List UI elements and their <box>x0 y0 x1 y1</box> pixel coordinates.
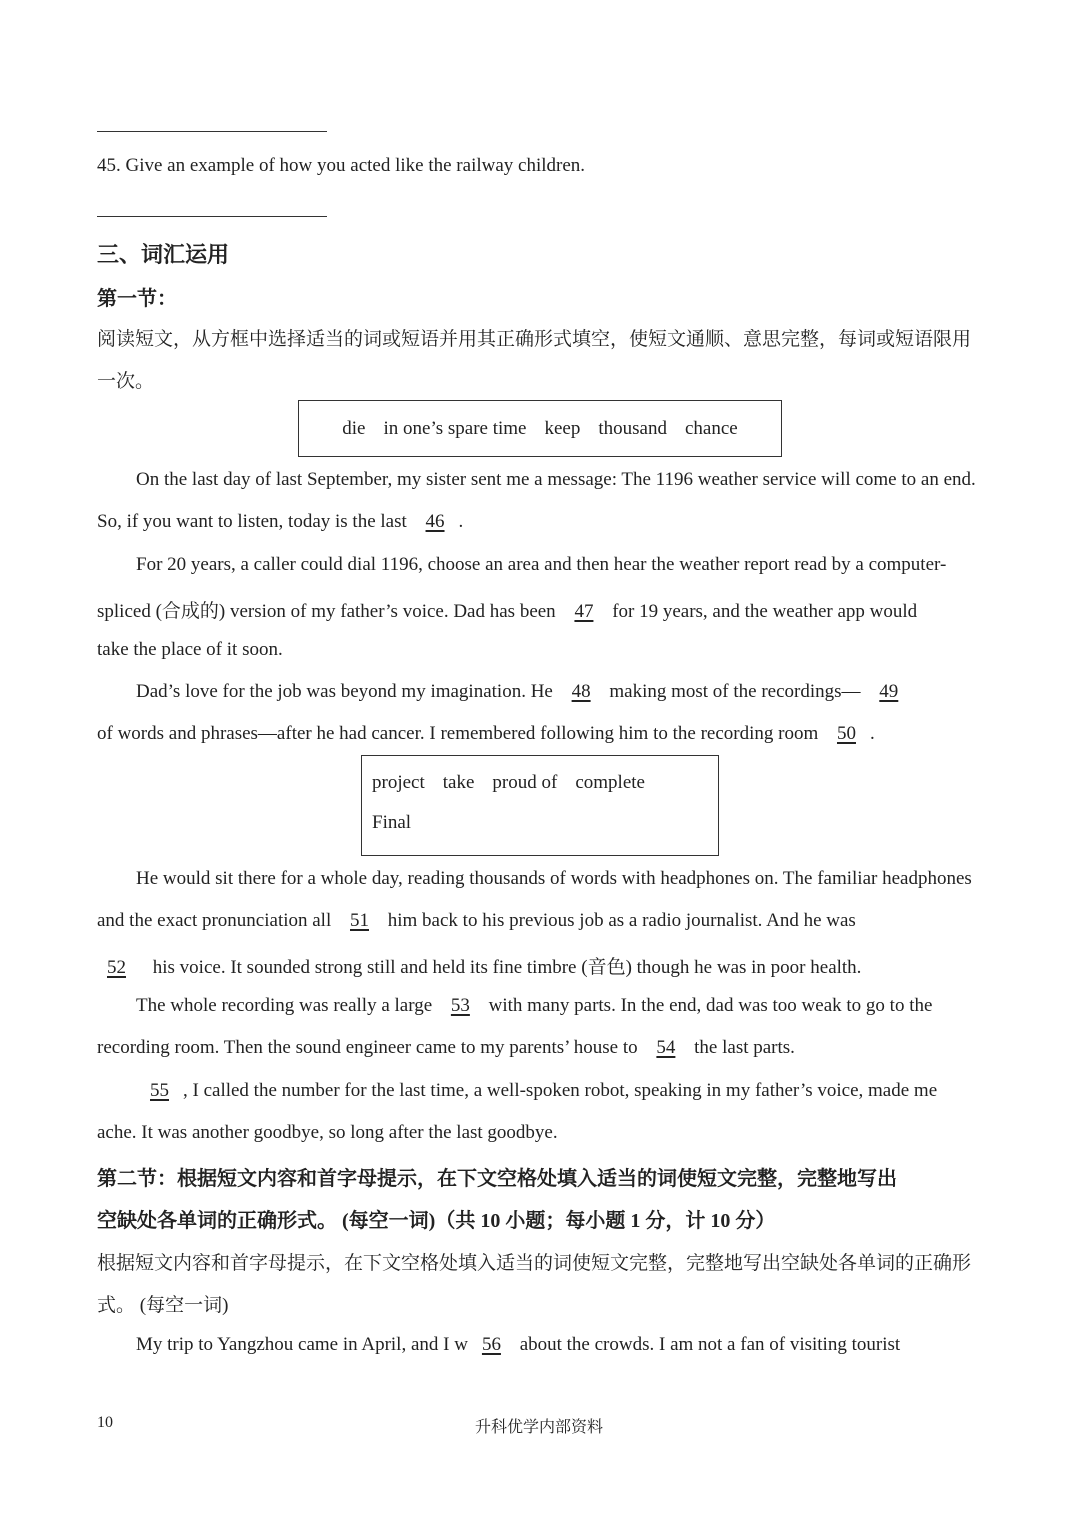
blank-47[interactable]: 47 <box>574 601 594 622</box>
paragraph-3-line-2 <box>97 723 875 745</box>
paragraph-2-line-1: For 20 years, a caller could dial 1196, choose an area and then hear the weather report read by a computer- <box>136 554 947 575</box>
paragraph-1-line-1: On the last day of last September, my sister sent me a message: The 1196 weather service will come to an end. <box>136 469 976 490</box>
text-span: So, if you want to listen, today is the last <box>97 511 412 532</box>
word-box-2-item: project <box>372 772 425 793</box>
word-box-1-item: chance <box>684 417 738 439</box>
part2-instruction-line2: 式。 (每空一词) <box>97 1295 229 1316</box>
blank-56[interactable]: 56 <box>481 1334 501 1355</box>
text-span: recording room. Then the sound engineer came to my parents’ house to <box>97 1037 643 1058</box>
blank-49[interactable]: 49 <box>879 681 899 702</box>
part2-paragraph-1-line-1 <box>136 1334 900 1356</box>
text-span: The whole recording was really a large <box>136 995 437 1016</box>
word-box-2-item: complete <box>575 772 645 793</box>
text-span: for 19 years, and the weather app would <box>607 601 918 622</box>
word-box-2-item: proud of <box>492 772 558 793</box>
text-span: . <box>458 511 464 532</box>
word-box-2-item: Final <box>372 812 412 833</box>
text-span: Dad’s love for the job was beyond my imagination. He <box>136 681 558 702</box>
question-45: 45. Give an example of how you acted like the railway children. <box>97 155 586 176</box>
page-number: 10 <box>97 1414 113 1431</box>
part1-title: 第一节： <box>97 288 177 310</box>
word-box-1-item: die <box>342 417 366 439</box>
paragraph-2-line-3: take the place of it soon. <box>97 639 283 660</box>
paragraph-5-line-2 <box>97 1037 795 1059</box>
blank-53[interactable]: 53 <box>450 995 470 1016</box>
part1-instruction-line2: 一次。 <box>97 371 155 392</box>
text-span: , I called the number for the last time, a well-spoken robot, speaking in my father’s voice, made me <box>183 1080 938 1101</box>
text-span: him back to his previous job as a radio journalist. And he was <box>383 910 856 931</box>
part2-title-line1: 第二节：根据短文内容和首字母提示，在下文空格处填入适当的词使短文完整，完整地写出 <box>97 1168 897 1190</box>
word-box-1 <box>298 400 782 457</box>
paragraph-2-line-2 <box>97 596 917 623</box>
paragraph-4-line-3 <box>97 952 861 979</box>
blank-54[interactable]: 54 <box>656 1037 676 1058</box>
text-span: My trip to Yangzhou came in April, and I w <box>136 1334 468 1355</box>
text-span: spliced (合成的) version of my father’s voice. Dad has been <box>97 601 561 622</box>
word-box-1-item: in one’s spare time <box>383 417 527 439</box>
answer-line-45 <box>97 216 327 217</box>
blank-55[interactable]: 55 <box>150 1080 169 1101</box>
paragraph-6-line-1 <box>136 1080 937 1102</box>
blank-46[interactable]: 46 <box>425 511 445 532</box>
part2-instruction-line1: 根据短文内容和首字母提示，在下文空格处填入适当的词使短文完整，完整地写出空缺处各单词的正确形 <box>97 1253 972 1274</box>
paragraph-4-line-2 <box>97 910 856 932</box>
paragraph-5-line-1 <box>136 995 932 1017</box>
part1-instruction-line1: 阅读短文，从方框中选择适当的词或短语并用其正确形式填空，使短文通顺、意思完整，每词或短语限用 <box>97 329 972 350</box>
part2-title-line2: 空缺处各单词的正确形式。 (每空一词)（共 10 小题；每小题 1 分，计 10 分） <box>97 1210 776 1232</box>
paragraph-1-line-2 <box>97 511 463 533</box>
section-title: 三、词汇运用 <box>97 242 230 267</box>
footer-center-text: 升科优学内部资料 <box>475 1419 604 1436</box>
text-span: . <box>869 723 875 744</box>
paragraph-6-line-2: ache. It was another goodbye, so long after the last goodbye. <box>97 1122 558 1143</box>
text-span: and the exact pronunciation all <box>97 910 336 931</box>
word-box-2 <box>361 755 719 856</box>
text-span: his voice. It sounded strong still and held its fine timbre (音色) though he was in poor health. <box>148 957 862 978</box>
text-span: with many parts. In the end, dad was too weak to go to the <box>483 995 933 1016</box>
word-box-1-item: keep <box>544 417 581 439</box>
text-span: of words and phrases—after he had cancer. I remembered following him to the recording room <box>97 723 823 744</box>
text-span: about the crowds. I am not a fan of visiting tourist <box>514 1334 901 1355</box>
word-box-1-item: thousand <box>598 417 667 439</box>
word-box-2-item: take <box>442 772 475 793</box>
text-span: making most of the recordings— <box>604 681 866 702</box>
paragraph-4-line-1: He would sit there for a whole day, reading thousands of words with headphones on. The familiar headphones <box>136 868 972 889</box>
blank-51[interactable]: 51 <box>350 910 369 931</box>
blank-52[interactable]: 52 <box>107 957 126 978</box>
blank-48[interactable]: 48 <box>571 681 591 702</box>
blank-50[interactable]: 50 <box>836 723 856 744</box>
word-box-2-row <box>372 772 708 794</box>
paragraph-3-line-1 <box>136 681 912 703</box>
answer-line-top <box>97 131 327 132</box>
text-span: the last parts. <box>689 1037 795 1058</box>
